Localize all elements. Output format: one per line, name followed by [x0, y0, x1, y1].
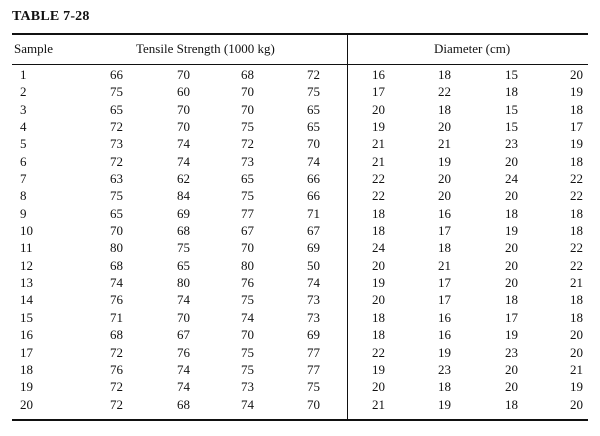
- tensile-strength-value: 76: [110, 361, 123, 377]
- table-row: [0, 239, 600, 256]
- tensile-strength-value: 76: [110, 292, 123, 308]
- diameter-value: 18: [372, 223, 385, 239]
- diameter-value: 18: [505, 292, 518, 308]
- tensile-strength-value: 62: [177, 171, 190, 187]
- diameter-value: 20: [505, 188, 518, 204]
- diameter-value: 19: [372, 119, 385, 135]
- table-body: [0, 66, 600, 413]
- sample-number: 5: [20, 136, 27, 152]
- header-diameter: Diameter (cm): [434, 41, 511, 56]
- diameter-value: 17: [570, 119, 583, 135]
- sample-number: 16: [20, 327, 33, 343]
- tensile-strength-value: 80: [241, 257, 254, 273]
- sample-number: 19: [20, 379, 33, 395]
- diameter-value: 18: [372, 205, 385, 221]
- tensile-strength-value: 74: [177, 136, 190, 152]
- tensile-strength-value: 70: [307, 396, 320, 412]
- sample-number: 7: [20, 171, 27, 187]
- diameter-value: 20: [438, 171, 451, 187]
- diameter-value: 20: [570, 67, 583, 82]
- tensile-strength-value: 68: [110, 257, 123, 273]
- tensile-strength-value: 70: [177, 119, 190, 135]
- table-row: [0, 83, 600, 100]
- diameter-value: 21: [438, 257, 451, 273]
- tensile-strength-value: 84: [177, 188, 190, 204]
- tensile-strength-value: 80: [110, 240, 123, 256]
- tensile-strength-value: 75: [110, 188, 123, 204]
- diameter-value: 21: [372, 396, 385, 412]
- diameter-value: 17: [438, 275, 451, 291]
- diameter-value: 20: [372, 257, 385, 273]
- diameter-value: 19: [372, 361, 385, 377]
- tensile-strength-value: 70: [241, 101, 254, 117]
- tensile-strength-value: 72: [110, 344, 123, 360]
- sample-number: 8: [20, 188, 27, 204]
- tensile-strength-value: 71: [110, 309, 123, 325]
- tensile-strength-value: 70: [110, 223, 123, 239]
- tensile-strength-value: 72: [110, 396, 123, 412]
- diameter-value: 19: [570, 379, 583, 395]
- diameter-value: 18: [570, 292, 583, 308]
- diameter-value: 18: [570, 101, 583, 117]
- diameter-value: 18: [505, 84, 518, 100]
- tensile-strength-value: 72: [110, 379, 123, 395]
- table-row: [0, 361, 600, 378]
- tensile-strength-value: 75: [241, 361, 254, 377]
- tensile-strength-value: 50: [307, 257, 320, 273]
- diameter-value: 22: [570, 240, 583, 256]
- diameter-value: 18: [570, 205, 583, 221]
- sample-number: 1: [20, 67, 27, 82]
- sample-number: 12: [20, 257, 33, 273]
- diameter-value: 23: [505, 344, 518, 360]
- diameter-value: 15: [505, 101, 518, 117]
- table-row: [0, 257, 600, 274]
- table-row: [0, 153, 600, 170]
- diameter-value: 18: [438, 101, 451, 117]
- diameter-value: 22: [570, 257, 583, 273]
- diameter-value: 19: [505, 327, 518, 343]
- tensile-strength-value: 70: [241, 327, 254, 343]
- diameter-value: 22: [438, 84, 451, 100]
- tensile-strength-value: 72: [110, 119, 123, 135]
- tensile-strength-value: 66: [307, 171, 320, 187]
- diameter-value: 20: [438, 188, 451, 204]
- diameter-value: 19: [505, 223, 518, 239]
- table-row: [0, 326, 600, 343]
- sample-number: 10: [20, 223, 33, 239]
- tensile-strength-value: 74: [307, 275, 320, 291]
- tensile-strength-value: 70: [177, 309, 190, 325]
- diameter-value: 21: [372, 153, 385, 169]
- diameter-value: 16: [438, 205, 451, 221]
- diameter-value: 24: [505, 171, 518, 187]
- diameter-value: 20: [505, 379, 518, 395]
- tensile-strength-value: 68: [177, 223, 190, 239]
- table-row: [0, 344, 600, 361]
- tensile-strength-value: 72: [241, 136, 254, 152]
- diameter-value: 17: [505, 309, 518, 325]
- sample-number: 2: [20, 84, 27, 100]
- diameter-value: 20: [505, 257, 518, 273]
- diameter-value: 21: [372, 136, 385, 152]
- tensile-strength-value: 70: [177, 101, 190, 117]
- tensile-strength-value: 74: [110, 275, 123, 291]
- table-row: [0, 170, 600, 187]
- diameter-value: 21: [570, 361, 583, 377]
- tensile-strength-value: 74: [177, 379, 190, 395]
- sample-number: 11: [20, 240, 33, 256]
- diameter-value: 20: [505, 153, 518, 169]
- tensile-strength-value: 70: [177, 67, 190, 82]
- diameter-value: 23: [438, 361, 451, 377]
- diameter-value: 18: [505, 205, 518, 221]
- table-row: [0, 66, 600, 83]
- diameter-value: 20: [372, 379, 385, 395]
- tensile-strength-value: 71: [307, 205, 320, 221]
- sample-number: 20: [20, 396, 33, 412]
- diameter-value: 16: [372, 67, 385, 82]
- tensile-strength-value: 69: [177, 205, 190, 221]
- tensile-strength-value: 76: [177, 344, 190, 360]
- sample-number: 6: [20, 153, 27, 169]
- tensile-strength-value: 65: [307, 101, 320, 117]
- tensile-strength-value: 63: [110, 171, 123, 187]
- tensile-strength-value: 74: [177, 361, 190, 377]
- diameter-value: 20: [505, 240, 518, 256]
- diameter-value: 18: [438, 67, 451, 82]
- diameter-value: 20: [505, 275, 518, 291]
- tensile-strength-value: 69: [307, 327, 320, 343]
- tensile-strength-value: 65: [110, 101, 123, 117]
- tensile-strength-value: 75: [241, 119, 254, 135]
- tensile-strength-value: 65: [177, 257, 190, 273]
- tensile-strength-value: 74: [241, 309, 254, 325]
- tensile-strength-value: 73: [307, 309, 320, 325]
- diameter-value: 22: [372, 344, 385, 360]
- diameter-value: 20: [570, 396, 583, 412]
- tensile-strength-value: 75: [241, 188, 254, 204]
- sample-number: 9: [20, 205, 27, 221]
- tensile-strength-value: 68: [241, 67, 254, 82]
- table-row: [0, 274, 600, 291]
- diameter-value: 18: [505, 396, 518, 412]
- diameter-value: 22: [372, 188, 385, 204]
- tensile-strength-value: 77: [241, 205, 254, 221]
- diameter-value: 15: [505, 119, 518, 135]
- table-row: [0, 396, 600, 413]
- tensile-strength-value: 73: [307, 292, 320, 308]
- tensile-strength-value: 74: [241, 396, 254, 412]
- diameter-value: 18: [438, 379, 451, 395]
- tensile-strength-value: 73: [241, 379, 254, 395]
- header-sample: Sample: [14, 41, 53, 56]
- diameter-value: 16: [438, 309, 451, 325]
- tensile-strength-value: 60: [177, 84, 190, 100]
- diameter-value: 18: [570, 309, 583, 325]
- diameter-value: 21: [570, 275, 583, 291]
- diameter-value: 20: [372, 101, 385, 117]
- tensile-strength-value: 73: [110, 136, 123, 152]
- tensile-strength-value: 72: [110, 153, 123, 169]
- tensile-strength-value: 65: [307, 119, 320, 135]
- sample-number: 17: [20, 344, 33, 360]
- sample-number: 18: [20, 361, 33, 377]
- tensile-strength-value: 66: [110, 67, 123, 82]
- table-row: [0, 101, 600, 118]
- tensile-strength-value: 67: [307, 223, 320, 239]
- table-row: [0, 291, 600, 308]
- table-row: [0, 378, 600, 395]
- diameter-value: 20: [372, 292, 385, 308]
- header-rule: [12, 64, 588, 65]
- tensile-strength-value: 70: [307, 136, 320, 152]
- tensile-strength-value: 68: [110, 327, 123, 343]
- table-row: [0, 222, 600, 239]
- tensile-strength-value: 68: [177, 396, 190, 412]
- diameter-value: 20: [505, 361, 518, 377]
- table-row: [0, 187, 600, 204]
- tensile-strength-value: 73: [241, 153, 254, 169]
- tensile-strength-value: 74: [177, 292, 190, 308]
- tensile-strength-value: 70: [241, 84, 254, 100]
- diameter-value: 23: [505, 136, 518, 152]
- tensile-strength-value: 70: [241, 240, 254, 256]
- tensile-strength-value: 66: [307, 188, 320, 204]
- diameter-value: 17: [372, 84, 385, 100]
- bottom-rule: [12, 419, 588, 421]
- tensile-strength-value: 75: [177, 240, 190, 256]
- table-row: [0, 309, 600, 326]
- tensile-strength-value: 65: [241, 171, 254, 187]
- sample-number: 14: [20, 292, 33, 308]
- table-row: [0, 118, 600, 135]
- tensile-strength-value: 76: [241, 275, 254, 291]
- diameter-value: 20: [570, 344, 583, 360]
- tensile-strength-value: 75: [307, 379, 320, 395]
- tensile-strength-value: 80: [177, 275, 190, 291]
- tensile-strength-value: 75: [110, 84, 123, 100]
- tensile-strength-value: 77: [307, 344, 320, 360]
- tensile-strength-value: 75: [307, 84, 320, 100]
- tensile-strength-value: 74: [307, 153, 320, 169]
- diameter-value: 22: [570, 171, 583, 187]
- header-tensile-strength: Tensile Strength (1000 kg): [136, 41, 275, 56]
- diameter-value: 18: [570, 223, 583, 239]
- sample-number: 3: [20, 101, 27, 117]
- diameter-value: 19: [438, 344, 451, 360]
- table-row: [0, 205, 600, 222]
- diameter-value: 22: [372, 171, 385, 187]
- tensile-strength-value: 75: [241, 292, 254, 308]
- tensile-strength-value: 67: [241, 223, 254, 239]
- diameter-value: 15: [505, 67, 518, 82]
- tensile-strength-value: 74: [177, 153, 190, 169]
- table-row: [0, 135, 600, 152]
- diameter-value: 19: [438, 396, 451, 412]
- tensile-strength-value: 65: [110, 205, 123, 221]
- diameter-value: 19: [438, 153, 451, 169]
- tensile-strength-value: 69: [307, 240, 320, 256]
- sample-number: 13: [20, 275, 33, 291]
- diameter-value: 16: [438, 327, 451, 343]
- tensile-strength-value: 75: [241, 344, 254, 360]
- diameter-value: 24: [372, 240, 385, 256]
- diameter-value: 21: [438, 136, 451, 152]
- diameter-value: 18: [438, 240, 451, 256]
- sample-number: 15: [20, 309, 33, 325]
- sample-number: 4: [20, 119, 27, 135]
- table-caption: TABLE 7-28: [12, 9, 90, 24]
- diameter-value: 18: [570, 153, 583, 169]
- diameter-value: 19: [372, 275, 385, 291]
- tensile-strength-value: 67: [177, 327, 190, 343]
- diameter-value: 17: [438, 292, 451, 308]
- diameter-value: 20: [570, 327, 583, 343]
- diameter-value: 18: [372, 327, 385, 343]
- diameter-value: 22: [570, 188, 583, 204]
- diameter-value: 17: [438, 223, 451, 239]
- diameter-value: 19: [570, 136, 583, 152]
- tensile-strength-value: 72: [307, 67, 320, 82]
- diameter-value: 19: [570, 84, 583, 100]
- diameter-value: 20: [438, 119, 451, 135]
- diameter-value: 18: [372, 309, 385, 325]
- top-rule: [12, 33, 588, 35]
- tensile-strength-value: 77: [307, 361, 320, 377]
